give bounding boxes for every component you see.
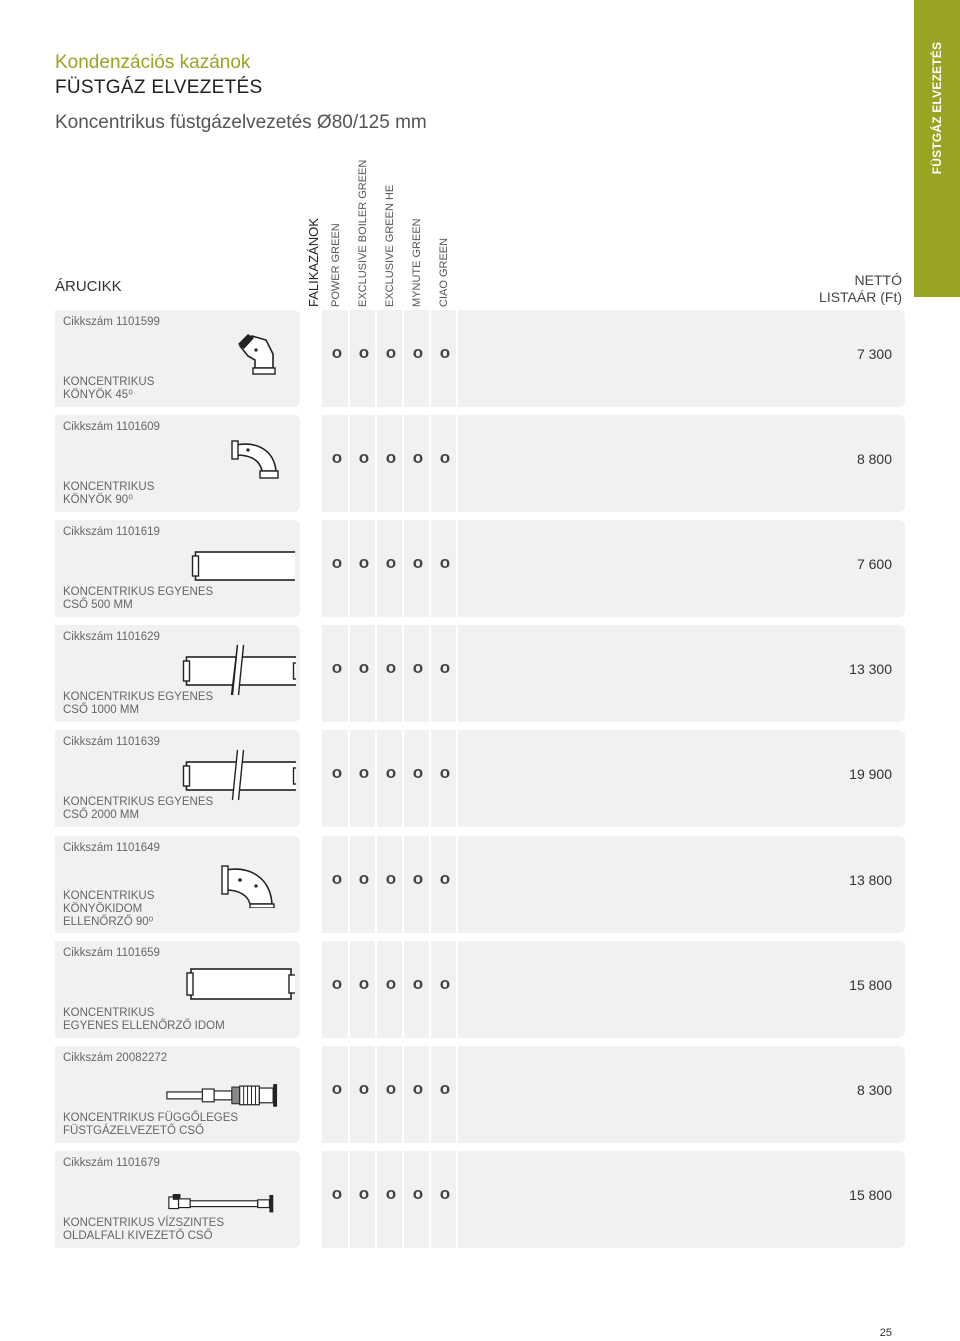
product-name: KONCENTRIKUS FÜGGŐLEGES FÜSTGÁZELVEZETŐ CSŐ: [63, 1112, 239, 1137]
product-row: [55, 625, 905, 722]
compat-mark: o: [331, 658, 343, 677]
compat-mark: o: [439, 763, 451, 782]
compat-mark: o: [412, 1184, 424, 1203]
product-price: 15 800: [849, 977, 892, 993]
product-price: 8 300: [856, 1082, 892, 1098]
compat-mark: o: [385, 343, 397, 362]
column-model-exclusive-boiler-green: EXCLUSIVE BOILER GREEN: [357, 159, 369, 307]
product-row: [55, 1046, 905, 1143]
compat-mark: o: [412, 869, 424, 888]
compat-mark: o: [385, 869, 397, 888]
compat-mark: o: [358, 1184, 370, 1203]
compat-mark: o: [331, 974, 343, 993]
compat-mark: o: [439, 658, 451, 677]
compat-mark: o: [439, 1184, 451, 1203]
compat-mark: o: [412, 448, 424, 467]
compat-mark: o: [412, 763, 424, 782]
product-name: KONCENTRIKUS EGYENES CSŐ 500 MM: [63, 586, 214, 611]
compat-mark: o: [439, 343, 451, 362]
compat-mark: o: [385, 553, 397, 572]
compat-mark: o: [412, 343, 424, 362]
product-price: 7 600: [856, 556, 892, 572]
compat-mark: o: [358, 869, 370, 888]
compat-mark: o: [331, 448, 343, 467]
compat-mark: o: [385, 763, 397, 782]
product-name: KONCENTRIKUS EGYENES CSŐ 2000 MM: [63, 796, 214, 821]
inspection-pipe-icon: [155, 957, 295, 1013]
compat-mark: o: [331, 553, 343, 572]
compat-mark: o: [439, 448, 451, 467]
compat-mark: o: [385, 658, 397, 677]
compat-mark: o: [385, 1184, 397, 1203]
product-code: Cikkszám 1101599: [63, 316, 160, 328]
product-row: [55, 941, 905, 1038]
elbow-45-icon: [218, 326, 302, 382]
product-price: 19 900: [849, 766, 892, 782]
column-group-falikazanok: FALIKAZÁNOK: [306, 218, 321, 307]
product-row: [55, 520, 905, 617]
side-section-tab: [914, 0, 960, 297]
product-code: Cikkszám 1101679: [63, 1157, 160, 1169]
compat-mark: o: [358, 763, 370, 782]
compat-mark: o: [385, 448, 397, 467]
side-tab-label: FÜSTGÁZ ELVEZETÉS: [930, 41, 944, 175]
product-code: Cikkszám 1101649: [63, 842, 160, 854]
compat-mark: o: [439, 869, 451, 888]
product-name: KONCENTRIKUS KÖNYÖKIDOM ELLENŐRZŐ 90⁰: [63, 890, 155, 928]
column-header-price: [819, 272, 902, 306]
compat-mark: o: [439, 1079, 451, 1098]
vertical-flue-icon: [163, 1062, 281, 1118]
compat-mark: o: [439, 553, 451, 572]
compat-mark: o: [331, 343, 343, 362]
product-price: 15 800: [849, 1187, 892, 1203]
product-price: 7 300: [856, 346, 892, 362]
pipe-1000-icon: [151, 641, 296, 697]
compat-mark: o: [439, 974, 451, 993]
product-row: [55, 310, 905, 407]
product-code: Cikkszám 20082272: [63, 1052, 168, 1064]
page-title: FÜSTGÁZ ELVEZETÉS: [55, 77, 263, 98]
compat-mark: o: [412, 974, 424, 993]
category-title: Kondenzációs kazánok: [55, 52, 251, 73]
column-header-article: ÁRUCIKK: [55, 278, 122, 295]
horizontal-flue-icon: [165, 1167, 281, 1223]
pipe-500-icon: [170, 536, 295, 592]
price-header-line2: LISTAÁR (Ft): [819, 289, 902, 305]
product-price: 8 800: [856, 451, 892, 467]
compat-mark: o: [358, 658, 370, 677]
compat-mark: o: [358, 974, 370, 993]
product-code: Cikkszám 1101629: [63, 631, 160, 643]
product-name: KONCENTRIKUS VÍZSZINTES OLDALFALI KIVEZETŐ CSŐ: [63, 1217, 225, 1242]
product-code: Cikkszám 1101659: [63, 947, 160, 959]
pipe-2000-icon: [151, 746, 296, 802]
compat-mark: o: [331, 1079, 343, 1098]
product-price: 13 300: [849, 661, 892, 677]
compat-mark: o: [331, 763, 343, 782]
product-name: KONCENTRIKUS EGYENES CSŐ 1000 MM: [63, 691, 214, 716]
compat-mark: o: [412, 553, 424, 572]
column-model-ciao-green: CIAO GREEN: [438, 237, 450, 307]
product-code: Cikkszám 1101619: [63, 526, 160, 538]
compat-mark: o: [385, 974, 397, 993]
inspection-elbow-icon: [218, 852, 302, 908]
page-number: 25: [879, 1327, 892, 1339]
product-price: 13 800: [849, 872, 892, 888]
compat-mark: o: [385, 1079, 397, 1098]
compat-mark: o: [412, 658, 424, 677]
compat-mark: o: [358, 448, 370, 467]
elbow-90-icon: [218, 431, 302, 487]
compat-mark: o: [358, 553, 370, 572]
product-name: KONCENTRIKUS KÖNYÖK 45⁰: [63, 376, 155, 401]
column-model-power-green: POWER GREEN: [330, 223, 342, 307]
column-model-exclusive-green-he: EXCLUSIVE GREEN HE: [384, 184, 396, 307]
product-row: [55, 836, 905, 933]
product-row: [55, 1151, 905, 1248]
price-header-line1: NETTÓ: [854, 272, 902, 288]
compat-mark: o: [358, 343, 370, 362]
compat-mark: o: [331, 869, 343, 888]
compat-mark: o: [358, 1079, 370, 1098]
product-row: [55, 730, 905, 827]
column-model-mynute-green: MYNUTE GREEN: [411, 218, 423, 307]
product-name: KONCENTRIKUS KÖNYÖK 90⁰: [63, 481, 155, 506]
product-code: Cikkszám 1101639: [63, 736, 160, 748]
compat-mark: o: [412, 1079, 424, 1098]
compat-mark: o: [331, 1184, 343, 1203]
page-subtitle: Koncentrikus füstgázelvezetés Ø80/125 mm: [55, 112, 427, 133]
product-row: [55, 415, 905, 512]
product-name: KONCENTRIKUS EGYENES ELLENŐRZŐ IDOM: [63, 1007, 225, 1032]
product-code: Cikkszám 1101609: [63, 421, 160, 433]
